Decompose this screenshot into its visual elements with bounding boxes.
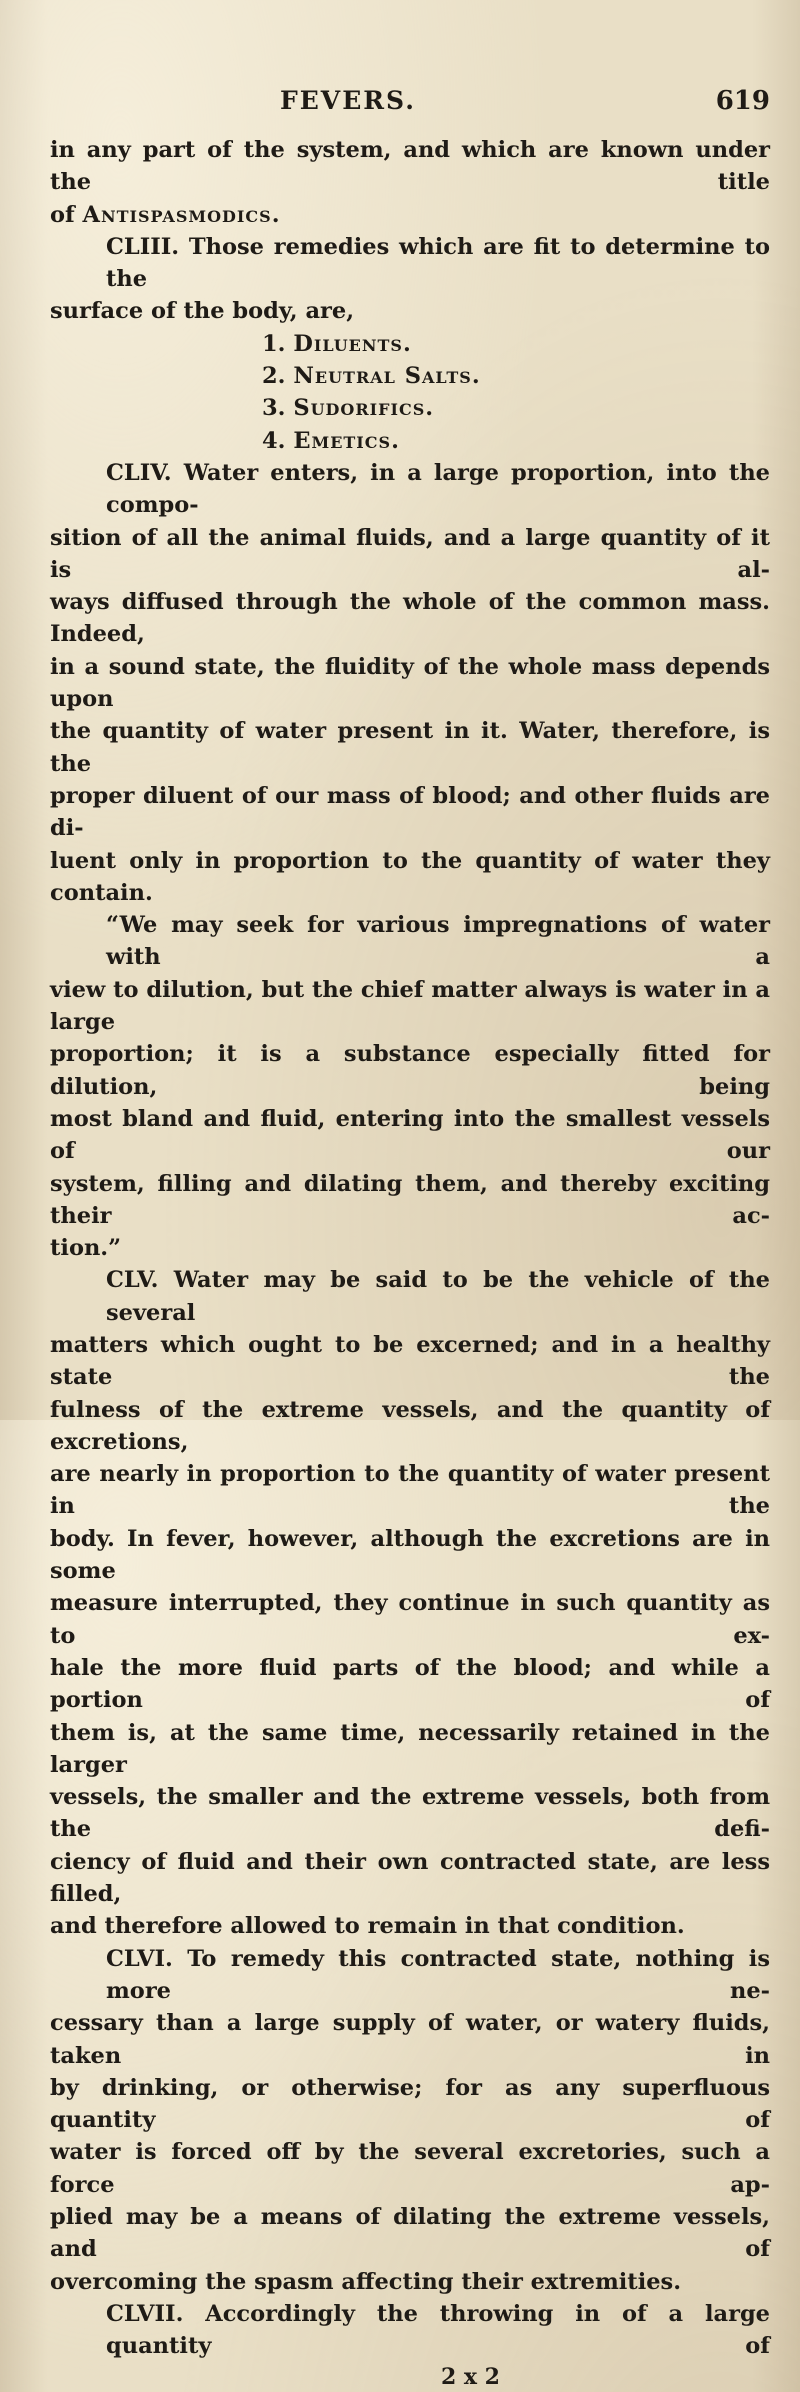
text-line	[50, 2007, 770, 2072]
text-run: fulness of the extreme vessels, and the quantity of excretions,	[50, 1396, 770, 1455]
text-line	[50, 295, 770, 327]
text-run: overcoming the spasm affecting their extremities.	[50, 2268, 682, 2295]
text-line	[50, 1717, 770, 1782]
text-run: 2.	[262, 363, 294, 390]
small-caps-term: Diluents	[293, 330, 403, 357]
text-run: in any part of the system, and which are known under the title	[50, 137, 770, 196]
text-line	[50, 845, 770, 910]
text-run: by drinking, or otherwise; for as any superfluous quantity of	[50, 2074, 770, 2134]
text-line	[50, 1943, 770, 2008]
text-line	[50, 360, 770, 392]
body-text	[50, 134, 770, 2362]
text-run: water is forced off by the several excretories, such a force ap-	[50, 2139, 770, 2198]
text-line	[50, 328, 770, 360]
text-line	[50, 1264, 770, 1329]
text-line	[50, 1168, 770, 1233]
text-run: proper diluent of our mass of blood; and other fluids are di-	[50, 782, 770, 842]
text-run: in a sound state, the fluidity of the whole mass depends upon	[50, 653, 770, 713]
text-line	[50, 1587, 770, 1652]
text-line	[50, 1329, 770, 1394]
small-caps-term: Sudorifics	[293, 395, 426, 422]
book-page	[50, 86, 770, 2392]
text-run: plied may be a means of dilating the extreme vessels, and of	[50, 2204, 770, 2263]
text-run: surface of the body, are,	[50, 298, 355, 325]
text-line	[50, 780, 770, 845]
text-run: them is, at the same time, necessarily retained in the larger	[50, 1719, 770, 1778]
text-line	[50, 1652, 770, 1717]
text-run: .	[425, 395, 434, 422]
text-line	[50, 1523, 770, 1588]
small-caps-term: Neutral Salts	[293, 363, 472, 390]
text-line	[50, 1232, 770, 1264]
text-line	[50, 522, 770, 587]
text-run: vessels, the smaller and the extreme vessels, both from the defi-	[50, 1784, 770, 1843]
text-line	[50, 1394, 770, 1459]
text-run: sition of all the animal fluids, and a large quantity of it is al-	[50, 524, 770, 583]
text-run: 4.	[262, 427, 294, 454]
text-line	[50, 392, 770, 424]
text-line	[50, 1846, 770, 1911]
text-run: CLIV. Water enters, in a large proportion, into the compo-	[106, 459, 770, 519]
page-number: 619	[715, 86, 770, 116]
text-run: “We may seek for various impregnations of water with a	[106, 912, 770, 971]
text-run: luent only in proportion to the quantity of water they contain.	[50, 847, 770, 906]
text-line	[50, 2298, 770, 2363]
text-run: ciency of fluid and their own contracted state, are less filled,	[50, 1848, 770, 1908]
text-line	[50, 1038, 770, 1103]
text-line	[50, 651, 770, 716]
text-line	[50, 2136, 770, 2201]
text-run: of	[50, 201, 83, 228]
text-line	[50, 909, 770, 974]
text-run: tion.”	[50, 1235, 122, 1262]
text-run: CLIII. Those remedies which are fit to determine to the	[106, 233, 770, 293]
text-run: cessary than a large supply of water, or watery fluids, taken in	[50, 2010, 770, 2069]
text-line	[50, 715, 770, 780]
text-line	[50, 2201, 770, 2266]
text-line	[50, 1910, 770, 1942]
text-run: .	[271, 201, 280, 228]
text-line	[50, 199, 770, 231]
text-run: 1.	[262, 330, 294, 357]
text-line	[50, 974, 770, 1039]
text-run: ways diffused through the whole of the common mass. Indeed,	[50, 589, 770, 648]
text-run: most bland and fluid, entering into the smallest vessels of our	[50, 1105, 770, 1165]
text-run: measure interrupted, they continue in such quantity as to ex-	[50, 1590, 770, 1649]
running-head	[50, 86, 770, 122]
text-run: CLVI. To remedy this contracted state, nothing is more ne-	[106, 1945, 770, 2004]
text-run: .	[471, 363, 480, 390]
text-run: matters which ought to be excerned; and in a healthy state the	[50, 1331, 770, 1391]
text-run: body. In fever, however, although the excretions are in some	[50, 1525, 770, 1585]
text-run: 3.	[262, 395, 294, 422]
text-line	[50, 425, 770, 457]
text-run: .	[402, 330, 411, 357]
text-line	[50, 1781, 770, 1846]
text-run: .	[391, 427, 399, 454]
text-line	[50, 2072, 770, 2137]
signature-mark: 2 x 2	[440, 2364, 500, 2391]
text-run: CLVII. Accordingly the throwing in of a large quantity of	[106, 2300, 770, 2360]
small-caps-term: Antispasmodics	[82, 201, 272, 228]
text-run: CLV. Water may be said to be the vehicle of the several	[106, 1267, 770, 1326]
text-line	[50, 457, 770, 522]
text-line	[50, 231, 770, 296]
text-run: view to dilution, but the chief matter always is water in a large	[50, 976, 770, 1036]
text-run: system, filling and dilating them, and thereby exciting their ac-	[50, 1170, 770, 1229]
running-title: FEVERS.	[280, 86, 416, 115]
text-line	[50, 1103, 770, 1168]
text-line	[50, 2266, 770, 2298]
text-line	[50, 586, 770, 651]
text-run: hale the more fluid parts of the blood; and while a portion of	[50, 1654, 770, 1714]
text-run: proportion; it is a substance especially fitted for dilution, being	[50, 1041, 770, 1100]
text-run: and therefore allowed to remain in that condition.	[50, 1913, 685, 1940]
text-run: are nearly in proportion to the quantity of water present in the	[50, 1461, 770, 1520]
text-run: the quantity of water present in it. Water, therefore, is the	[50, 718, 770, 777]
text-line	[50, 134, 770, 199]
small-caps-term: Emetics	[293, 427, 392, 454]
text-line	[50, 1458, 770, 1523]
